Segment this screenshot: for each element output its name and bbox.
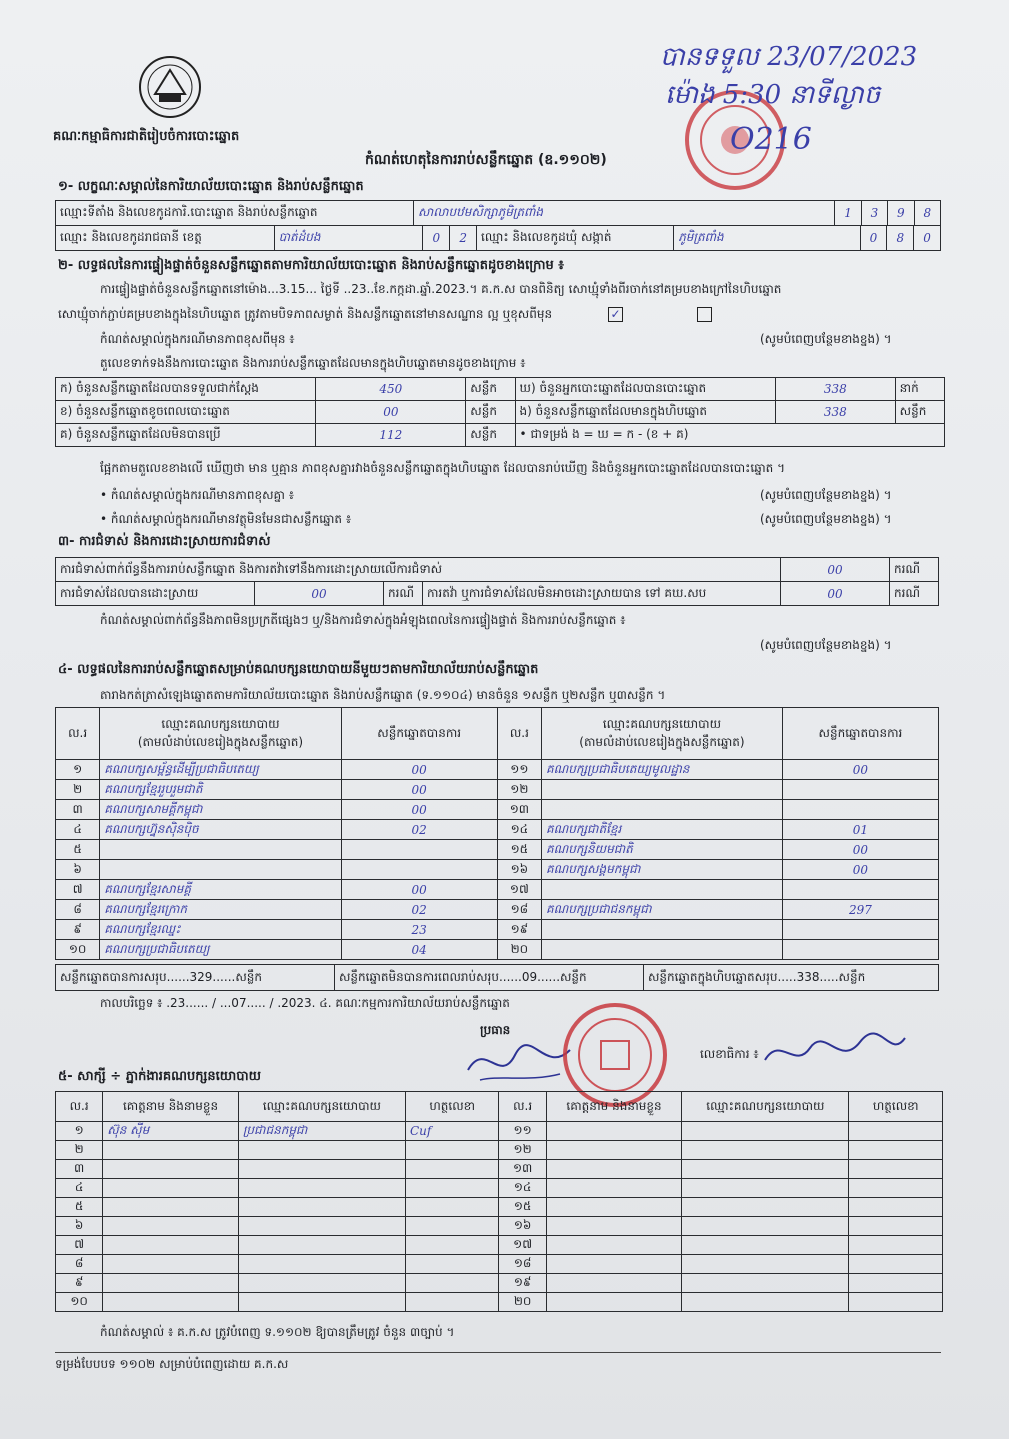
results-col-party: ឈ្មោះគណបក្សនយោបាយ [161,716,280,731]
witness-row [56,1122,943,1141]
count-unit: សន្លឹក [466,424,515,447]
witness-no: ១៦ [499,1217,546,1236]
count-unit: សន្លឹក [895,401,944,424]
results-votes: 04 [341,940,497,960]
section1-heading: ១- លក្ខណៈសម្គាល់នៃការិយាល័យបោះឆ្នោត និងរាប់សន្លឹកឆ្នោត [58,179,364,194]
results-party: គណបក្សប្រជាធិបតេយ្យ [100,940,341,960]
results-votes: 00 [341,800,497,820]
results-party: គណបក្សសង្គមកម្ពុជា [541,860,782,880]
witness-row [56,1274,943,1293]
total-valid: សន្លឹកឆ្នោតបានការសរុប......329......សន្លឹក [56,965,335,991]
witness-name [103,1179,239,1198]
results-votes [782,780,938,800]
witness-col-name: គោត្តនាម និងនាមខ្លួន [103,1092,239,1122]
witness-sign [849,1141,943,1160]
results-row [56,760,939,780]
witness-name [546,1255,682,1274]
results-no: ៨ [56,900,100,920]
witness-name [546,1141,682,1160]
witness-party [682,1160,849,1179]
witness-sign [405,1141,499,1160]
footer-divider [55,1352,941,1353]
section2-bullet1-note: (សូមបំពេញបន្ថែមខាងខ្នង) ។ [760,488,892,502]
count-unit: នាក់ [895,378,944,401]
results-col-party-sub: (តាមលំដាប់លេខរៀងក្នុងសន្លឹកឆ្នោត) [137,734,304,749]
results-party: គណបក្សខ្មែររួបរួមជាតិ [100,780,341,800]
witness-party [682,1236,849,1255]
results-row [56,900,939,920]
section3-note: កំណត់សម្គាល់ពាក់ព័ន្ធនឹងភាពមិនប្រក្រតីផ្សេងៗ ឬ/និងការជំទាស់ក្នុងអំឡុងពេលនៃការផ្ទៀងផ្ទាត់ និងការរាប់សន្លឹកឆ្នោត ៖ [100,613,626,627]
results-row [56,880,939,900]
witness-party [238,1293,405,1312]
count-value: 338 [776,378,896,401]
results-party: គណបក្សសម្ព័ន្ធដើម្បីប្រជាធិបតេយ្យ [100,760,341,780]
witness-col-sign: ហត្ថលេខា [849,1092,943,1122]
footer-text: ទម្រង់បែបបទ ១១០២ សម្រាប់បំពេញដោយ គ.ក.ស [55,1357,289,1371]
witness-sign [849,1122,943,1141]
results-no: ៧ [56,880,100,900]
results-no: ១៤ [497,820,541,840]
secretary-label: លេខាធិការ ៖ [700,1047,759,1061]
province-value: បាត់ដំបង [274,226,423,251]
unresolved-value: 00 [781,582,890,606]
results-votes: 00 [782,760,938,780]
witness-party [682,1198,849,1217]
witness-row [56,1217,943,1236]
count-label: ក) ចំនួនសន្លឹកឆ្នោតដែលបានទទួលជាក់ស្តែង [56,378,316,401]
witness-party [682,1122,849,1141]
witness-row [56,1236,943,1255]
total-box: សន្លឹកឆ្នោតក្នុងហិបឆ្នោតសរុប.....338.....សន្លឹក [644,965,939,991]
section2-para2: សោឃ្មុំចាក់ភ្ជាប់គម្របខាងក្នុងនៃហិបឆ្នោត ត្រូវតាមបិទភាពសម្ងាត់ និងសន្លឹកឆ្នោតនៅមានសណ្ឋាន ល្អ ឬខុសពីមុន [58,307,553,321]
witness-no: ១៩ [499,1274,546,1293]
witness-party [682,1274,849,1293]
results-no: ២ [56,780,100,800]
section2-para3: កំណត់សម្គាល់ក្នុងករណីមានភាពខុសពីមុន ៖ [100,332,295,346]
station-table [55,200,941,226]
station-code-digit: 1 [835,201,861,226]
witness-name [103,1160,239,1179]
count-value: 00 [316,401,466,424]
results-no: ១៣ [497,800,541,820]
results-party [100,860,341,880]
results-no: ១០ [56,940,100,960]
witness-sign [849,1198,943,1217]
results-table [55,707,939,960]
results-party: គណបក្សខ្មែរសាមគ្គី [100,880,341,900]
witness-col-no: ល.រ [56,1092,103,1122]
witness-no: ១០ [56,1293,103,1312]
witness-name [103,1198,239,1217]
witness-no: ៣ [56,1160,103,1179]
count-table [55,377,945,447]
count-value: 450 [316,378,466,401]
count-value: 338 [776,401,896,424]
witness-row [56,1255,943,1274]
witness-row [56,1141,943,1160]
station-label: ឈ្មោះទីតាំង និងលេខកូដការិ.បោះឆ្នោត និងរាប់សន្លឹកឆ្នោត [56,201,414,226]
witness-no: ៤ [56,1179,103,1198]
results-votes: 00 [341,760,497,780]
witness-party [238,1160,405,1179]
witness-no: ២០ [499,1293,546,1312]
received-note: បានទទួល 23/07/2023 [660,42,918,72]
witness-no: ២ [56,1141,103,1160]
witness-no: ១១ [499,1122,546,1141]
results-no: ៤ [56,820,100,840]
witness-sign: Cuf [405,1122,499,1141]
witness-no: ១២ [499,1141,546,1160]
time-note: ម៉ោង 5:30 នាទីល្ងាច [665,80,881,110]
witness-no: ៨ [56,1255,103,1274]
witness-party [238,1255,405,1274]
witness-col-party: ឈ្មោះគណបក្សនយោបាយ [682,1092,849,1122]
witness-party [682,1293,849,1312]
witness-sign [405,1198,499,1217]
witness-name [546,1236,682,1255]
results-no: ៥ [56,840,100,860]
witness-party [682,1179,849,1198]
results-no: ១ [56,760,100,780]
results-party [541,780,782,800]
committee-name: គណៈកម្មាធិការជាតិរៀបចំការបោះឆ្នោត [53,129,240,144]
section2-bullet1: • កំណត់សម្គាល់ក្នុងករណីមានភាពខុសគ្នា ៖ [100,488,295,502]
resolved-label: ការជំទាស់ដែលបានដោះស្រាយ [56,582,255,606]
results-row [56,800,939,820]
results-votes [782,880,938,900]
witness-name [103,1217,239,1236]
commune-label: ឈ្មោះ និងលេខកូដឃុំ សង្កាត់ [477,226,674,251]
section2-para3-note: (សូមបំពេញបន្ថែមខាងខ្នង) ។ [760,332,892,346]
results-no: ១១ [497,760,541,780]
province-code-digit: 2 [450,226,477,251]
objection-label: ការជំទាស់ពាក់ព័ន្ធនឹងការរាប់សន្លឹកឆ្នោត និងការតវ៉ាទៅនឹងការដោះស្រាយលើការជំទាស់ [56,558,781,582]
results-party [541,800,782,820]
results-row [56,940,939,960]
results-no: ១៩ [497,920,541,940]
witness-sign [405,1236,499,1255]
witness-col-name: គោត្តនាម និងនាមខ្លួន [546,1092,682,1122]
section3-note2: (សូមបំពេញបន្ថែមខាងខ្នង) ។ [760,638,892,652]
results-votes [782,800,938,820]
witness-name [546,1179,682,1198]
witness-party [238,1198,405,1217]
secretary-signature-icon [760,1030,910,1075]
results-row [56,860,939,880]
chair-label: ប្រធាន [480,1023,511,1037]
totals-table [55,964,939,991]
count-label: គ) ចំនួនសន្លឹកឆ្នោតដែលមិនបានប្រើ [56,424,316,447]
witness-party [682,1255,849,1274]
section2-para1: ការផ្ទៀងផ្ទាត់ចំនួនសន្លឹកឆ្នោតនៅម៉ោង...3.15... ថ្ងៃទី ..23..ខែ.កក្កដា.ឆ្នាំ.2023.។ គ.ក.ស បានពិនិត្យ សោឃ្មុំទាំងពីរចាក់នៅគម្របខាងក្រៅនៃហិបឆ្នោត [100,282,782,296]
section5-note: កំណត់សម្គាល់ ៖ គ.ក.ស ត្រូវបំពេញ ទ.១១០២ ឱ្យបានត្រឹមត្រូវ ចំនួន ៣ច្បាប់ ។ [100,1325,455,1339]
results-votes: 00 [782,840,938,860]
witness-party [682,1217,849,1236]
results-party: គណបក្សជាតិខ្មែរ [541,820,782,840]
commune-value: ភូមិត្រពាំង [674,226,860,251]
objection-unit: ករណី [890,558,939,582]
results-no: ២០ [497,940,541,960]
witness-col-no: ល.រ [499,1092,546,1122]
results-row [56,820,939,840]
count-unit: សន្លឹក [466,401,515,424]
witness-sign [405,1293,499,1312]
witness-no: ៦ [56,1217,103,1236]
witness-name [546,1293,682,1312]
witness-name [103,1293,239,1312]
results-no: ១២ [497,780,541,800]
witness-no: ១៣ [499,1160,546,1179]
section2-bullet2-note: (សូមបំពេញបន្ថែមខាងខ្នង) ។ [760,512,892,526]
results-party [541,940,782,960]
objection-value: 00 [781,558,890,582]
station-code-digit: 8 [914,201,940,226]
results-row [56,780,939,800]
results-no: ១៧ [497,880,541,900]
results-col-party-sub: (តាមលំដាប់លេខរៀងក្នុងសន្លឹកឆ្នោត) [579,734,745,749]
objection-table [55,557,939,606]
witness-party [238,1274,405,1293]
code-note: O216 [730,122,812,157]
count-label: ខ) ចំនួនសន្លឹកឆ្នោតខូចពេលបោះឆ្នោត [56,401,316,424]
results-party [100,840,341,860]
results-party [541,880,782,900]
resolved-unit: ករណី [384,582,423,606]
results-party: គណបក្សហ្វ៊ុនស៊ិនប៉ិច [100,820,341,840]
witness-party [682,1141,849,1160]
witness-name: ស៊ុន ស៊ីម [103,1122,239,1141]
results-votes: 00 [782,860,938,880]
unresolved-label: ការតវ៉ា ឬការជំទាស់ដែលមិនអាចដោះស្រាយបាន ទៅ គឃ.សប [423,582,781,606]
results-no: ១៥ [497,840,541,860]
witness-name [546,1122,682,1141]
section4-sub: តារាងកត់ត្រាសំឡេងឆ្នោតតាមការិយាល័យបោះឆ្នោត និងរាប់សន្លឹកឆ្នោត (ទ.១១០៤) មានចំនួន ១សន្លឹក ឬ២សន្លឹក ឬ៣សន្លឹក ។ [100,688,666,702]
witness-sign [849,1274,943,1293]
section2-para4: តួលេខទាក់ទងនឹងការបោះឆ្នោត និងការរាប់សន្លឹកឆ្នោតដែលមានក្នុងហិបឆ្នោតមានដូចខាងក្រោម ៖ [100,356,526,370]
form-title: កំណត់ហេតុនៃការរាប់សន្លឹកឆ្នោត (ឧ.១១០២) [365,152,607,168]
witness-sign [405,1274,499,1293]
witness-no: ៥ [56,1198,103,1217]
results-no: ៩ [56,920,100,940]
results-votes [782,920,938,940]
witness-no: ១៥ [499,1198,546,1217]
witness-party [238,1141,405,1160]
station-code-digit: 3 [861,201,887,226]
witness-no: ១៨ [499,1255,546,1274]
witness-party [238,1236,405,1255]
emblem-icon [135,52,205,122]
witness-name [103,1141,239,1160]
results-party: គណបក្សខ្មែរក្រោក [100,900,341,920]
witness-row [56,1198,943,1217]
date-line: កាលបរិច្ឆេទ ៖ .23...... / ...07..... / .2023. ៤. គណៈកម្មការការិយាល័យរាប់សន្លឹកឆ្នោត [100,996,510,1010]
commune-code-digit: 0 [914,226,941,251]
count-label: ឃ) ចំនួនអ្នកបោះឆ្នោតដែលបានបោះឆ្នោត [515,378,775,401]
witness-party: ប្រជាជនកម្ពុជា [238,1122,405,1141]
witness-sign [849,1255,943,1274]
unresolved-unit: ករណី [890,582,939,606]
count-value: 112 [316,424,466,447]
results-votes [341,860,497,880]
results-votes [341,840,497,860]
resolved-value: 00 [255,582,384,606]
count-unit: សន្លឹក [466,378,515,401]
results-votes: 297 [782,900,938,920]
witness-name [546,1198,682,1217]
formula-text: • ជាទម្រង់ ង = ឃ = ក - (ខ + គ) [515,424,944,447]
results-party: គណបក្សនិយមជាតិ [541,840,782,860]
witness-name [103,1255,239,1274]
results-votes: 01 [782,820,938,840]
province-table [55,225,941,251]
witness-row [56,1293,943,1312]
results-no: ១៦ [497,860,541,880]
section5-heading: ៥- សាក្សី ÷ ភ្នាក់ងារគណបក្សនយោបាយ [58,1069,261,1084]
witness-name [103,1236,239,1255]
results-party: គណបក្សសាមគ្គីកម្ពុជា [100,800,341,820]
results-col-no: ល.រ [497,708,541,760]
results-votes: 23 [341,920,497,940]
witness-sign [849,1293,943,1312]
witness-no: ១៤ [499,1179,546,1198]
results-col-votes: សន្លឹកឆ្នោតបានការ [341,708,497,760]
section2-bullet2: • កំណត់សម្គាល់ក្នុងករណីមានវត្ថុមិនមែនជាសន្លឹកឆ្នោត ៖ [100,512,352,526]
results-party: គណបក្សប្រជាធិបតេយ្យមូលដ្ឋាន [541,760,782,780]
good-checkbox[interactable]: ✓ [608,307,623,322]
commune-code-digit: 0 [860,226,887,251]
witness-no: ១ [56,1122,103,1141]
results-no: ១៨ [497,900,541,920]
results-party [541,920,782,940]
witness-table [55,1091,943,1312]
results-votes: 00 [341,880,497,900]
province-code-digit: 0 [423,226,450,251]
witness-sign [405,1160,499,1179]
witness-name [546,1217,682,1236]
witness-no: ៧ [56,1236,103,1255]
witness-name [103,1274,239,1293]
results-votes: 02 [341,820,497,840]
results-votes [782,940,938,960]
witness-sign [849,1160,943,1179]
witness-row [56,1160,943,1179]
count-label: ង) ចំនួនសន្លឹកឆ្នោតដែលមានក្នុងហិបឆ្នោត [515,401,775,424]
results-no: ៦ [56,860,100,880]
witness-row [56,1179,943,1198]
section4-heading: ៤- លទ្ធផលនៃការរាប់សន្លឹកឆ្នោតសម្រាប់គណបក្សនយោបាយនីមួយៗតាមការិយាល័យរាប់សន្លឹកឆ្នោត [58,662,539,677]
results-col-votes: សន្លឹកឆ្នោតបានការ [782,708,938,760]
witness-no: ១៧ [499,1236,546,1255]
witness-sign [405,1179,499,1198]
station-value: សាលាបឋមសិក្សាភូមិត្រពាំង [414,201,835,226]
total-invalid: សន្លឹកឆ្នោតមិនបានការពេលរាប់សរុប......09......សន្លឹក [335,965,644,991]
witness-no: ៩ [56,1274,103,1293]
results-row [56,840,939,860]
witness-name [546,1274,682,1293]
results-col-party: ឈ្មោះគណបក្សនយោបាយ [602,716,721,731]
commune-code-digit: 8 [887,226,914,251]
witness-sign [849,1179,943,1198]
section2-heading: ២- លទ្ធផលនៃការផ្ទៀងផ្ទាត់ចំនួនសន្លឹកឆ្នោតតាមការិយាល័យបោះឆ្នោត និងរាប់សន្លឹកឆ្នោតដូចខាងក្រោម ៖ [58,258,564,273]
witness-sign [849,1236,943,1255]
witness-sign [849,1217,943,1236]
results-votes: 00 [341,780,497,800]
results-votes: 02 [341,900,497,920]
different-checkbox[interactable] [697,307,712,322]
results-row [56,920,939,940]
section3-heading: ៣- ការជំទាស់ និងការដោះស្រាយការជំទាស់ [58,534,271,549]
section2-para5: ផ្អែកតាមតួលេខខាងលើ ឃើញថា មាន ឬគ្មាន ភាពខុសគ្នារវាងចំនួនសន្លឹកឆ្នោតក្នុងហិបឆ្នោត ដែលបានរាប់ឃើញ និងចំនួនអ្នកបោះឆ្នោតដែលបានបោះឆ្នោត ។ [100,461,786,475]
results-no: ៣ [56,800,100,820]
witness-sign [405,1217,499,1236]
witness-col-party: ឈ្មោះគណបក្សនយោបាយ [238,1092,405,1122]
witness-party [238,1217,405,1236]
results-col-no: ល.រ [56,708,100,760]
results-party: គណបក្សប្រជាជនកម្ពុជា [541,900,782,920]
witness-name [546,1160,682,1179]
province-label: ឈ្មោះ និងលេខកូដរាជធានី ខេត្ត [56,226,275,251]
results-party: គណបក្សខ្មែរឈ្នះ [100,920,341,940]
witness-party [238,1179,405,1198]
station-code-digit: 9 [888,201,914,226]
witness-sign [405,1255,499,1274]
witness-col-sign: ហត្ថលេខា [405,1092,499,1122]
